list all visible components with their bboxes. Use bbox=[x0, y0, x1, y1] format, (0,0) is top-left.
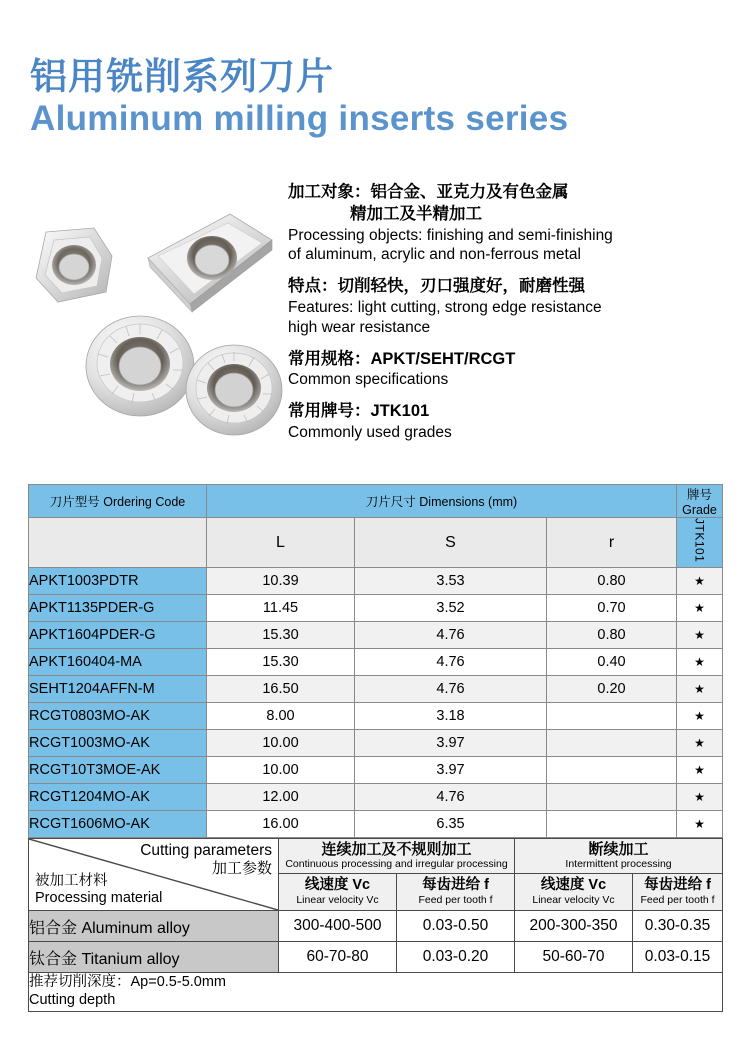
grade-label-jtk101: JTK101 bbox=[692, 518, 707, 563]
subcol-0-en: Linear velocity Vc bbox=[296, 894, 379, 907]
cell-dimension-l: 10.00 bbox=[207, 730, 355, 757]
cell-dimension-r bbox=[547, 730, 677, 757]
cell-dimension-s: 3.97 bbox=[355, 757, 547, 784]
cutting-parameters-table bbox=[28, 838, 723, 1012]
spec-table-subheader-row bbox=[29, 518, 723, 568]
cell-dimension-r bbox=[547, 811, 677, 838]
cutting-depth-cn: 推荐切削深度：Ap=0.5-5.0mm bbox=[29, 974, 227, 990]
cell-dimension-r bbox=[547, 784, 677, 811]
cell-grade-star: ★ bbox=[677, 784, 723, 811]
cell-ordering-code: RCGT10T3MOE-AK bbox=[29, 757, 207, 784]
subheader-l: L bbox=[207, 518, 355, 568]
cell-grade-star: ★ bbox=[677, 811, 723, 838]
feature-3-chinese: 常用规格：APKT/SEHT/RCGT bbox=[288, 349, 516, 368]
feature-list bbox=[288, 182, 728, 443]
cutting-depth-cell bbox=[29, 973, 723, 1012]
feature-item-4 bbox=[288, 401, 728, 443]
cutting-corner-cell bbox=[29, 839, 279, 911]
feature-2-english-line2: high wear resistance bbox=[288, 318, 431, 336]
cell-dimension-l: 15.30 bbox=[207, 622, 355, 649]
subcol-0-cn: 线速度 Vc bbox=[304, 877, 371, 894]
subcol-feed-per-tooth-continuous bbox=[397, 874, 515, 911]
cell-parameter-value: 200-300-350 bbox=[515, 911, 633, 942]
header-grade: 牌号 Grade bbox=[677, 485, 723, 518]
cell-grade-star: ★ bbox=[677, 757, 723, 784]
cell-dimension-r: 0.40 bbox=[547, 649, 677, 676]
cell-processing-material: 铝合金 Aluminum alloy bbox=[29, 911, 279, 942]
cell-dimension-r: 0.80 bbox=[547, 568, 677, 595]
feature-item-2 bbox=[288, 276, 728, 337]
cutting-data-row bbox=[29, 911, 723, 942]
cell-parameter-value: 0.03-0.50 bbox=[397, 911, 515, 942]
feature-1-chinese: 加工对象：铝合金、亚克力及有色金属 bbox=[288, 183, 569, 201]
cell-dimension-r bbox=[547, 757, 677, 784]
cell-dimension-l: 12.00 bbox=[207, 784, 355, 811]
cell-dimension-s: 3.18 bbox=[355, 703, 547, 730]
table-row bbox=[29, 811, 723, 838]
cell-dimension-l: 11.45 bbox=[207, 595, 355, 622]
subheader-s: S bbox=[355, 518, 547, 568]
group-1-en: Intermittent processing bbox=[565, 858, 672, 871]
subcol-2-en: Linear velocity Vc bbox=[532, 894, 615, 907]
group-0-en: Continuous processing and irregular processing bbox=[285, 858, 508, 871]
subheader-r: r bbox=[547, 518, 677, 568]
processing-material-label-en: Processing material bbox=[35, 890, 163, 907]
cell-dimension-s: 4.76 bbox=[355, 622, 547, 649]
cell-grade-star: ★ bbox=[677, 730, 723, 757]
cutting-depth-row bbox=[29, 973, 723, 1012]
cutting-corner-bottomleft bbox=[35, 873, 162, 907]
group-intermittent-processing bbox=[515, 839, 723, 874]
subcol-feed-per-tooth-intermittent bbox=[633, 874, 723, 911]
specification-table bbox=[28, 484, 723, 838]
rectangular-seht-insert-image bbox=[144, 212, 276, 320]
square-apkt-insert-image bbox=[32, 226, 116, 306]
cutting-parameters-label-en: Cutting parameters bbox=[140, 842, 272, 859]
cell-dimension-l: 8.00 bbox=[207, 703, 355, 730]
cell-ordering-code: RCGT1003MO-AK bbox=[29, 730, 207, 757]
product-photo bbox=[26, 190, 288, 438]
cell-dimension-l: 16.50 bbox=[207, 676, 355, 703]
cell-dimension-l: 10.39 bbox=[207, 568, 355, 595]
spec-table-header-row bbox=[29, 485, 723, 518]
feature-1-chinese-line2: 精加工及半精加工 bbox=[350, 204, 482, 223]
cell-dimension-r: 0.80 bbox=[547, 622, 677, 649]
cell-parameter-value: 300-400-500 bbox=[279, 911, 397, 942]
cell-grade-star: ★ bbox=[677, 568, 723, 595]
processing-material-label-cn: 被加工材料 bbox=[35, 873, 108, 890]
table-row bbox=[29, 784, 723, 811]
cell-dimension-s: 4.76 bbox=[355, 649, 547, 676]
subheader-grade-value bbox=[677, 518, 723, 568]
cell-dimension-s: 4.76 bbox=[355, 784, 547, 811]
page-title-english: Aluminum milling inserts series bbox=[30, 99, 569, 139]
table-row bbox=[29, 649, 723, 676]
cell-ordering-code: APKT1604PDER-G bbox=[29, 622, 207, 649]
group-0-cn: 连续加工及不规则加工 bbox=[321, 841, 472, 859]
cell-parameter-value: 60-70-80 bbox=[279, 942, 397, 973]
page-title-chinese: 铝用铣削系列刀片 bbox=[30, 56, 334, 97]
group-1-cn: 断续加工 bbox=[588, 841, 649, 859]
subcol-1-cn: 每齿进给 f bbox=[422, 877, 489, 894]
subcol-2-cn: 线速度 Vc bbox=[540, 877, 607, 894]
cell-dimension-s: 3.53 bbox=[355, 568, 547, 595]
feature-4-chinese: 常用牌号：JTK101 bbox=[288, 402, 430, 421]
subcol-1-en: Feed per tooth f bbox=[418, 894, 493, 907]
cell-dimension-r: 0.20 bbox=[547, 676, 677, 703]
subcol-3-cn: 每齿进给 f bbox=[644, 877, 711, 894]
cell-grade-star: ★ bbox=[677, 703, 723, 730]
subcol-3-en: Feed per tooth f bbox=[640, 894, 715, 907]
cell-dimension-s: 3.52 bbox=[355, 595, 547, 622]
cell-ordering-code: APKT160404-MA bbox=[29, 649, 207, 676]
feature-1-english-line1: Processing objects: finishing and semi-finishing bbox=[288, 226, 613, 244]
table-row bbox=[29, 568, 723, 595]
cell-parameter-value: 0.30-0.35 bbox=[633, 911, 723, 942]
table-row bbox=[29, 730, 723, 757]
cell-ordering-code: APKT1003PDTR bbox=[29, 568, 207, 595]
table-row bbox=[29, 757, 723, 784]
cell-dimension-r: 0.70 bbox=[547, 595, 677, 622]
feature-item-1 bbox=[288, 182, 728, 265]
cell-grade-star: ★ bbox=[677, 622, 723, 649]
cell-dimension-r bbox=[547, 703, 677, 730]
cell-ordering-code: RCGT1606MO-AK bbox=[29, 811, 207, 838]
feature-3-english-line1: Common specifications bbox=[288, 371, 449, 389]
cutting-data-row bbox=[29, 942, 723, 973]
cutting-parameters-label-cn: 加工参数 bbox=[211, 859, 272, 877]
cell-grade-star: ★ bbox=[677, 649, 723, 676]
cell-parameter-value: 50-60-70 bbox=[515, 942, 633, 973]
group-continuous-processing bbox=[279, 839, 515, 874]
cell-processing-material: 钛合金 Titanium alloy bbox=[29, 942, 279, 973]
table-row bbox=[29, 595, 723, 622]
cell-ordering-code: RCGT1204MO-AK bbox=[29, 784, 207, 811]
table-row bbox=[29, 622, 723, 649]
page-title bbox=[30, 56, 720, 140]
feature-item-3 bbox=[288, 349, 728, 391]
cutting-header-row bbox=[29, 839, 723, 874]
header-ordering-code: 刀片型号 Ordering Code bbox=[29, 485, 207, 518]
cutting-corner-topright bbox=[140, 842, 272, 877]
table-row bbox=[29, 703, 723, 730]
subcol-linear-velocity-intermittent bbox=[515, 874, 633, 911]
cell-dimension-s: 3.97 bbox=[355, 730, 547, 757]
header-dimensions: 刀片尺寸 Dimensions (mm) bbox=[207, 485, 677, 518]
subcol-linear-velocity-continuous bbox=[279, 874, 397, 911]
cell-dimension-l: 10.00 bbox=[207, 757, 355, 784]
cell-dimension-l: 16.00 bbox=[207, 811, 355, 838]
cell-dimension-l: 15.30 bbox=[207, 649, 355, 676]
feature-2-chinese: 特点：切削轻快，刃口强度好，耐磨性强 bbox=[288, 277, 585, 296]
cutting-depth-en: Cutting depth bbox=[29, 992, 116, 1009]
cell-parameter-value: 0.03-0.15 bbox=[633, 942, 723, 973]
cell-grade-star: ★ bbox=[677, 595, 723, 622]
round-rcgt-insert-large-image bbox=[84, 308, 196, 420]
cell-ordering-code: SEHT1204AFFN-M bbox=[29, 676, 207, 703]
feature-4-english-line1: Commonly used grades bbox=[288, 423, 452, 441]
cell-ordering-code: APKT1135PDER-G bbox=[29, 595, 207, 622]
cell-parameter-value: 0.03-0.20 bbox=[397, 942, 515, 973]
feature-2-english-line1: Features: light cutting, strong edge resistance bbox=[288, 298, 602, 316]
subheader-blank bbox=[29, 518, 207, 568]
cell-dimension-s: 6.35 bbox=[355, 811, 547, 838]
round-rcgt-insert-small-image bbox=[184, 338, 284, 438]
cell-grade-star: ★ bbox=[677, 676, 723, 703]
feature-1-english-line2: of aluminum, acrylic and non-ferrous metal bbox=[288, 246, 581, 264]
cell-dimension-s: 4.76 bbox=[355, 676, 547, 703]
table-row bbox=[29, 676, 723, 703]
cell-ordering-code: RCGT0803MO-AK bbox=[29, 703, 207, 730]
